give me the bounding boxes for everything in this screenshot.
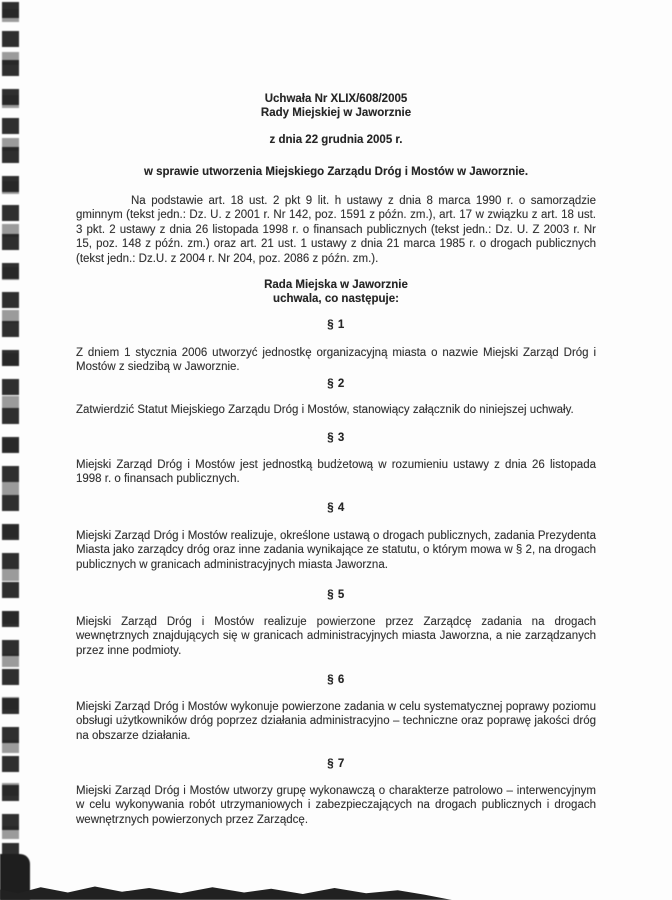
document-subject: w sprawie utworzenia Miejskiego Zarządu Dróg i Mostów w Jaworznie. (143, 166, 529, 178)
section-3-number: § 3 (327, 432, 345, 444)
document-title (76, 92, 596, 121)
title-line-2: Rady Miejskiej w Jaworznie (260, 107, 412, 120)
scan-artifact-bottom-edge (0, 885, 452, 900)
legal-basis-paragraph: Na podstawie art. 18 ust. 2 pkt 9 lit. h ustawy z dnia 8 marca 1990 r. o samorządzie gminnym (tekst jedn.: Dz. U. z 2001 r. Nr 142, poz. 1591 z późn. zm.), art. 17 w związku z art. 18 ust. 3 pkt. 2 ustawy z dnia 26 listopada 1998 r. o finansach publicznych (tekst jedn.: Dz. U. Z 2003 r. Nr 15, poz. 148 z późn. zm.) oraz art. 21 ust. 1 ustawy z dnia 21 marca 1985 r. o drogach publicznych (tekst jedn.: Dz.U. z 2004 r. Nr 204, poz. 2086 z późn. zm.). (76, 195, 596, 265)
section-3-text: Miejski Zarząd Dróg i Mostów jest jednostką budżetową w rozumieniu ustawy z dnia 26 listopada 1998 r. o finansach publicznych. (76, 459, 596, 486)
section-5-text: Miejski Zarząd Dróg i Mostów realizuje powierzone przez Zarządcę zadania na drogach wewnętrznych znajdujących się w granicach administracyjnych miasta Jaworzna, a nie zarządzanych przez inne podmioty. (76, 616, 596, 657)
title-line-1: Uchwała Nr XLIX/608/2005 (264, 93, 408, 105)
section-2-number: § 2 (327, 378, 345, 390)
enacting-line-2: uchwala, co następuje: (273, 293, 399, 306)
section-4-number: § 4 (327, 502, 345, 514)
section-7-number: § 7 (327, 758, 345, 770)
section-2-text: Zatwierdzić Statut Miejskiego Zarządu Dróg i Mostów, stanowiący załącznik do niniejszej uchwały. (76, 404, 574, 416)
section-7-text: Miejski Zarząd Dróg i Mostów utworzy grupę wykonawczą o charakterze patrolowo – interwencyjnym w celu wykonywania robót utrzymaniowych i zabezpieczających na drogach publicznych i drogach wewnętrznych powierzonych przez Zarządcę. (76, 785, 596, 826)
enacting-line-1: Rada Miejska w Jaworznie (264, 279, 408, 291)
section-6-number: § 6 (327, 674, 345, 686)
document-date: z dnia 22 grudnia 2005 r. (269, 134, 403, 146)
enacting-clause (76, 278, 596, 307)
section-5-number: § 5 (327, 589, 345, 601)
scan-artifact-left-edge (2, 2, 19, 898)
section-4-text: Miejski Zarząd Dróg i Mostów realizuje, określone ustawą o drogach publicznych, zadania Prezydenta Miasta jako zarządcy dróg oraz inne zadania wynikające ze statutu, o którym mowa w § 2, na drogach publicznych w granicach administracyjnych miasta Jaworzna. (76, 530, 596, 571)
section-1-text: Z dniem 1 stycznia 2006 utworzyć jednostkę organizacyjną miasta o nazwie Miejski Zarząd Dróg i Mostów z siedzibą w Jaworznie. (76, 347, 596, 374)
section-6-text: Miejski Zarząd Dróg i Mostów wykonuje powierzone zadania w celu systematycznej poprawy poziomu obsługi użytkowników dróg poprzez działania administracyjno – techniczne oraz poprawę jakości dróg na obszarze działania. (76, 701, 596, 742)
section-1-number: § 1 (327, 319, 345, 331)
